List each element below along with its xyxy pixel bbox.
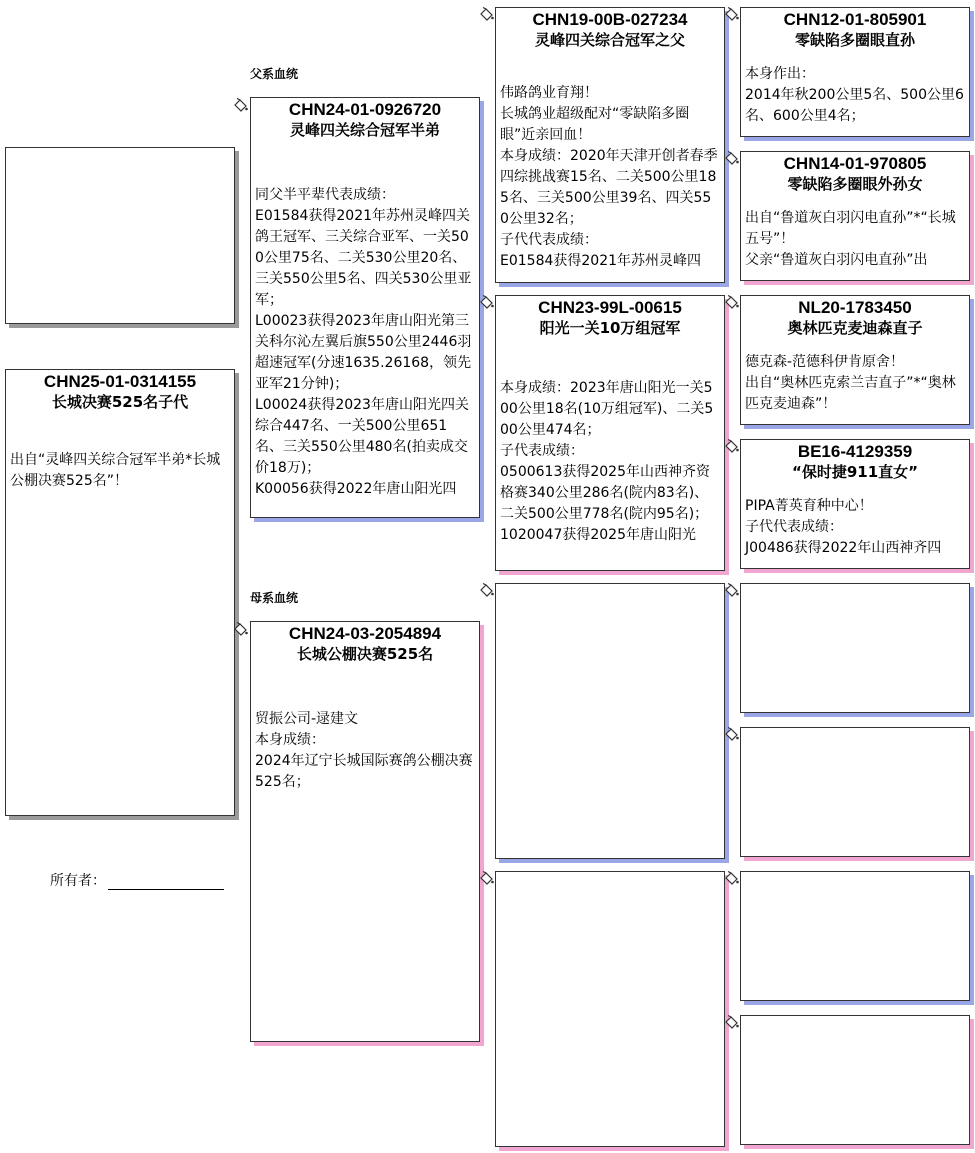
sire-desc: 同父半平辈代表成绩： E01584获得2021年苏州灵峰四关鸽王冠军、三关综合亚军、一关500公里75名、二关530公里20名、三关550公里5名、四关530公里亚军； L00023获得2023年唐山阳光第三关科尔沁左翼后旗550公里2446羽超速冠军(分速1635.26168，领先亚军21分钟)； L00024获得2023年唐山阳光四关综合447名、一关500公里651名、三关550公里480名(拍卖成交价18万)； K00056获得2022年唐山阳光四 bbox=[255, 187, 472, 497]
ssd-card[interactable] bbox=[740, 151, 970, 281]
subject-ring: CHN25-01-0314155 bbox=[43, 372, 197, 391]
paint-bucket-icon[interactable] bbox=[233, 622, 248, 637]
paint-bucket-icon[interactable] bbox=[724, 583, 739, 598]
sire-ring: CHN24-01-0926720 bbox=[288, 100, 442, 119]
sire-dam-title: 阳光一关10万组冠军 bbox=[539, 319, 681, 337]
owner-label: 所有者： bbox=[50, 873, 106, 889]
paint-bucket-icon[interactable] bbox=[724, 7, 739, 22]
paint-bucket-icon[interactable] bbox=[724, 727, 739, 742]
paint-bucket-icon[interactable] bbox=[724, 151, 739, 166]
dds-card[interactable] bbox=[740, 871, 970, 1001]
paint-bucket-icon[interactable] bbox=[724, 439, 739, 454]
ssd-ring: CHN14-01-970805 bbox=[783, 154, 927, 173]
sds-card[interactable] bbox=[740, 295, 970, 425]
sire-sire-desc: 伟路鸽业育翔！ 长城鸽业超级配对“零缺陷多圈眼”近亲回血！ 本身成绩：2020年天津开创者春季四综挑战赛15名、二关500公里185名、三关500公里39名、四关550公里32名； 子代代表成绩： E01584获得2021年苏州灵峰四 bbox=[500, 85, 718, 269]
paint-bucket-icon[interactable] bbox=[724, 295, 739, 310]
ssd-desc: 出自“鲁道灰白羽闪电直孙”*“长城五号”！ 父亲“鲁道灰白羽闪电直孙”出 bbox=[745, 210, 956, 268]
dss-card[interactable] bbox=[740, 583, 970, 713]
ddd-card[interactable] bbox=[740, 1015, 970, 1145]
dam-card[interactable] bbox=[250, 621, 480, 1042]
dam-ring: CHN24-03-2054894 bbox=[288, 624, 442, 643]
sss-ring: CHN12-01-805901 bbox=[783, 10, 927, 29]
sdd-desc: PIPA菁英育种中心！ 子代代表成绩： J00486获得2022年山西神齐四 bbox=[745, 498, 942, 556]
sire-card[interactable] bbox=[250, 97, 480, 518]
sds-title: 奥林匹克麦迪森直子 bbox=[787, 319, 923, 337]
subject-title: 长城决赛525名子代 bbox=[51, 393, 189, 411]
dam-title: 长城公棚决赛525名 bbox=[296, 645, 434, 663]
subject-card[interactable] bbox=[5, 369, 235, 816]
dam-desc: 贸振公司-逯建文 本身成绩： 2024年辽宁长城国际赛鸽公棚决赛525名； bbox=[255, 711, 473, 790]
sire-sire-title: 灵峰四关综合冠军之父 bbox=[534, 31, 685, 49]
sire-dam-desc: 本身成绩：2023年唐山阳光一关500公里18名(10万组冠军)、二关500公里474名； 子代表成绩： 0500613获得2025年山西神齐资格赛340公里286名(院内83名)、二关500公里778名(院内95名)； 1020047获得2025年唐山阳光 bbox=[500, 380, 714, 543]
owner-blank[interactable] bbox=[108, 873, 224, 890]
sire-line-label: 父系血统 bbox=[250, 67, 299, 81]
dam-line-label: 母系血统 bbox=[250, 591, 299, 605]
sdd-ring: BE16-4129359 bbox=[797, 442, 913, 461]
sire-dam-card[interactable] bbox=[495, 295, 725, 571]
sds-ring: NL20-1783450 bbox=[798, 298, 912, 317]
photo-box[interactable] bbox=[5, 147, 235, 324]
dam-sire-card[interactable] bbox=[495, 583, 725, 859]
paint-bucket-icon[interactable] bbox=[479, 7, 494, 22]
sss-title: 零缺陷多圈眼直孙 bbox=[794, 31, 915, 49]
sdd-title: “保时捷911直女” bbox=[791, 463, 919, 481]
paint-bucket-icon[interactable] bbox=[724, 871, 739, 886]
dsd-card[interactable] bbox=[740, 727, 970, 857]
sire-title: 灵峰四关综合冠军半弟 bbox=[289, 121, 440, 139]
sss-card[interactable] bbox=[740, 7, 970, 137]
paint-bucket-icon[interactable] bbox=[724, 1015, 739, 1030]
paint-bucket-icon[interactable] bbox=[479, 583, 494, 598]
sss-desc: 本身作出： 2014年秋200公里5名、500公里6名、600公里4名； bbox=[745, 66, 964, 124]
sire-sire-ring: CHN19-00B-027234 bbox=[532, 10, 688, 29]
sdd-card[interactable] bbox=[740, 439, 970, 569]
sire-sire-card[interactable] bbox=[495, 7, 725, 283]
paint-bucket-icon[interactable] bbox=[233, 98, 248, 113]
paint-bucket-icon[interactable] bbox=[479, 871, 494, 886]
owner-field bbox=[50, 870, 224, 890]
dam-dam-card[interactable] bbox=[495, 871, 725, 1147]
sire-dam-ring: CHN23-99L-00615 bbox=[538, 298, 682, 317]
sds-desc: 德克森-范德科伊肯原舍！ 出自“奥林匹克索兰吉直子”*“奥林匹克麦迪森”！ bbox=[745, 354, 956, 412]
paint-bucket-icon[interactable] bbox=[479, 295, 494, 310]
ssd-title: 零缺陷多圈眼外孙女 bbox=[787, 175, 923, 193]
subject-desc: 出自“灵峰四关综合冠军半弟*长城公棚决赛525名”！ bbox=[10, 452, 221, 489]
